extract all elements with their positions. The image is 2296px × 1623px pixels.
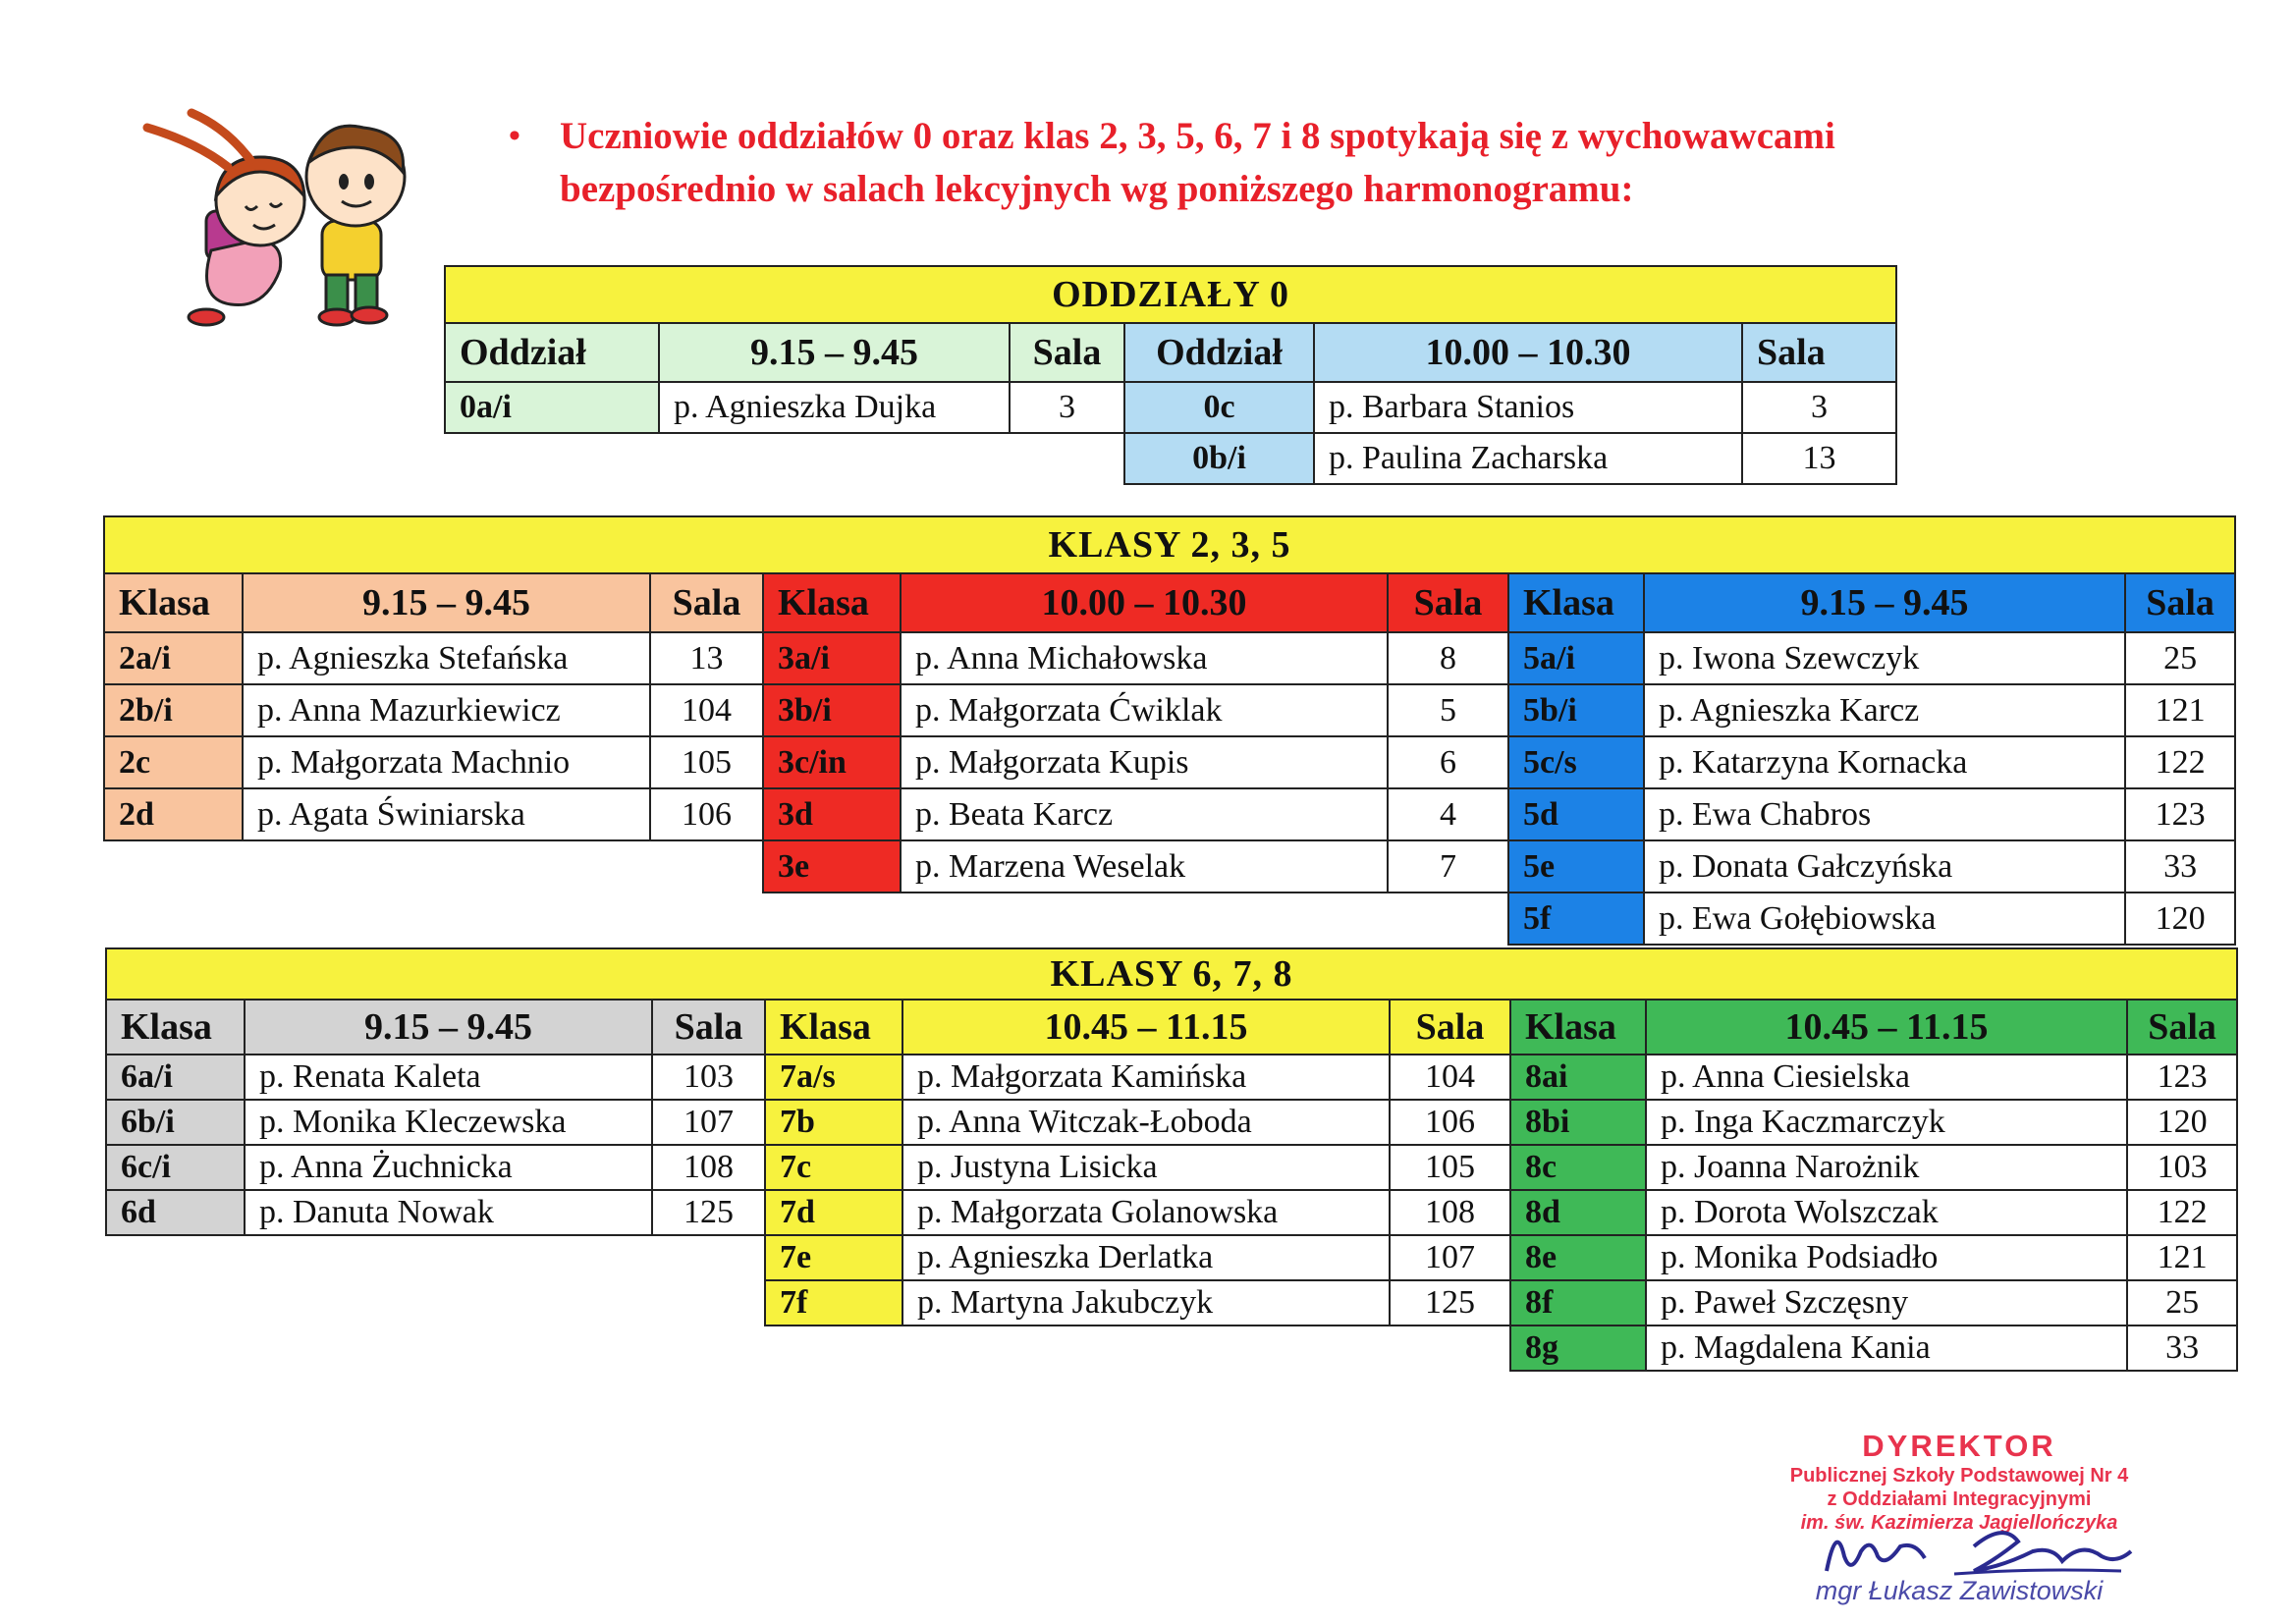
teacher-cell: p. Joanna Narożnik [1646,1145,2127,1190]
room-cell: 5 [1388,684,1508,736]
teacher-cell: p. Marzena Weselak [901,840,1388,893]
room-cell: 7 [1388,840,1508,893]
class-cell: 5e [1508,840,1644,893]
table-row [104,736,2235,788]
header-cell: Klasa [1510,1000,1646,1055]
table-row [104,632,2235,684]
room-cell: 106 [1390,1100,1510,1145]
header-cell: 10.45 – 11.15 [1646,1000,2127,1055]
teacher-cell: p. Małgorzata Kamińska [902,1055,1390,1100]
room-cell: 25 [2127,1280,2237,1325]
class-cell: 7d [765,1190,902,1235]
room-cell: 104 [1390,1055,1510,1100]
teacher-cell: p. Inga Kaczmarczyk [1646,1100,2127,1145]
room-cell: 105 [1390,1145,1510,1190]
table-row [104,840,2235,893]
header-cell: Klasa [765,1000,902,1055]
stamp-line: z Oddziałami Integracyjnymi [1827,1488,2092,1510]
empty-cell [106,1325,1510,1371]
empty-cell [445,433,1124,484]
room-cell: 3 [1010,382,1124,433]
teacher-cell: p. Magdalena Kania [1646,1325,2127,1371]
header-cell: 9.15 – 9.45 [1644,573,2125,632]
room-cell: 105 [650,736,763,788]
room-cell: 33 [2125,840,2235,893]
room-cell: 33 [2127,1325,2237,1371]
class-cell: 2d [104,788,243,840]
children-clipart [137,103,442,334]
class-cell: 2a/i [104,632,243,684]
header-cell: Klasa [1508,573,1644,632]
header-cell: Sala [650,573,763,632]
teacher-cell: p. Beata Karcz [901,788,1388,840]
class-cell: 7e [765,1235,902,1280]
stamp-title: DYREKTOR [1862,1429,2056,1463]
class-cell: 3a/i [763,632,901,684]
header-cell: Klasa [104,573,243,632]
teacher-cell: p. Barbara Stanios [1314,382,1742,433]
empty-cell [106,1235,765,1280]
teacher-cell: p. Agnieszka Dujka [659,382,1010,433]
teacher-cell: p. Katarzyna Kornacka [1644,736,2125,788]
room-cell: 13 [1742,433,1896,484]
class-cell: 3e [763,840,901,893]
header-cell: Sala [2127,1000,2237,1055]
teacher-cell: p. Anna Żuchnicka [245,1145,652,1190]
room-cell: 120 [2125,893,2235,945]
room-cell: 3 [1742,382,1896,433]
class-cell: 3b/i [763,684,901,736]
header-cell: Oddział [445,323,659,382]
header-cell: Sala [2125,573,2235,632]
room-cell: 104 [650,684,763,736]
klasy-678-title: KLASY 6, 7, 8 [106,948,2237,1000]
room-cell: 123 [2127,1055,2237,1100]
teacher-cell: p. Paweł Szczęsny [1646,1280,2127,1325]
class-cell: 8g [1510,1325,1646,1371]
header-cell: Klasa [106,1000,245,1055]
teacher-cell: p. Ewa Chabros [1644,788,2125,840]
teacher-cell: p. Anna Ciesielska [1646,1055,2127,1100]
room-cell: 107 [1390,1235,1510,1280]
table-row [106,1145,2237,1190]
header-cell: 10.45 – 11.15 [902,1000,1390,1055]
intro-line-2: bezpośrednio w salach lekcyjnych wg poniższego harmonogramu: [560,168,1634,210]
header-cell: Klasa [763,573,901,632]
table-row [106,1055,2237,1100]
stamp-line: im. św. Kazimierza Jagiellończyka [1800,1512,2118,1534]
room-cell: 25 [2125,632,2235,684]
class-cell: 0c [1124,382,1314,433]
teacher-cell: p. Agnieszka Karcz [1644,684,2125,736]
table-row [104,684,2235,736]
teacher-cell: p. Iwona Szewczyk [1644,632,2125,684]
class-cell: 7f [765,1280,902,1325]
room-cell: 4 [1388,788,1508,840]
header-cell: 9.15 – 9.45 [245,1000,652,1055]
boy-figure [306,126,405,325]
oddzialy-title: ODDZIAŁY 0 [445,266,1896,323]
room-cell: 121 [2127,1235,2237,1280]
class-cell: 8ai [1510,1055,1646,1100]
room-cell: 8 [1388,632,1508,684]
teacher-cell: p. Małgorzata Ćwiklak [901,684,1388,736]
teacher-cell: p. Monika Kleczewska [245,1100,652,1145]
room-cell: 125 [1390,1280,1510,1325]
intro-line-1: Uczniowie oddziałów 0 oraz klas 2, 3, 5, 6, 7 i 8 spotykają się z wychowawcami [560,115,1835,157]
klasy-678-table [105,947,2238,1372]
room-cell: 108 [1390,1190,1510,1235]
teacher-cell: p. Paulina Zacharska [1314,433,1742,484]
class-cell: 3c/in [763,736,901,788]
class-cell: 0a/i [445,382,659,433]
class-cell: 7b [765,1100,902,1145]
class-cell: 5d [1508,788,1644,840]
class-cell: 7a/s [765,1055,902,1100]
table-row [104,788,2235,840]
room-cell: 13 [650,632,763,684]
girl-figure [147,113,304,325]
table-row [104,893,2235,945]
class-cell: 5b/i [1508,684,1644,736]
class-cell: 8bi [1510,1100,1646,1145]
teacher-cell: p. Agata Świniarska [243,788,650,840]
header-cell: Sala [1010,323,1124,382]
class-cell: 5a/i [1508,632,1644,684]
teacher-cell: p. Dorota Wolszczak [1646,1190,2127,1235]
teacher-cell: p. Donata Gałczyńska [1644,840,2125,893]
header-cell: 10.00 – 10.30 [901,573,1388,632]
intro-paragraph [491,110,2141,216]
table-row [445,382,1896,433]
class-cell: 8e [1510,1235,1646,1280]
class-cell: 6a/i [106,1055,245,1100]
header-cell: Sala [1390,1000,1510,1055]
header-cell: Sala [1388,573,1508,632]
teacher-cell: p. Agnieszka Derlatka [902,1235,1390,1280]
handwritten-signature [1807,1517,2141,1586]
table-row [106,1190,2237,1235]
teacher-cell: p. Monika Podsiadło [1646,1235,2127,1280]
class-cell: 7c [765,1145,902,1190]
teacher-cell: p. Anna Witczak-Łoboda [902,1100,1390,1145]
empty-cell [106,1280,765,1325]
class-cell: 8d [1510,1190,1646,1235]
class-cell: 2c [104,736,243,788]
teacher-cell: p. Małgorzata Golanowska [902,1190,1390,1235]
class-cell: 0b/i [1124,433,1314,484]
header-cell: 10.00 – 10.30 [1314,323,1742,382]
class-cell: 5c/s [1508,736,1644,788]
room-cell: 125 [652,1190,765,1235]
class-cell: 6d [106,1190,245,1235]
room-cell: 107 [652,1100,765,1145]
teacher-cell: p. Martyna Jakubczyk [902,1280,1390,1325]
class-cell: 8c [1510,1145,1646,1190]
stamp-line: Publicznej Szkoły Podstawowej Nr 4 [1789,1465,2129,1487]
class-cell: 6b/i [106,1100,245,1145]
table-row [106,1235,2237,1280]
room-cell: 120 [2127,1100,2237,1145]
room-cell: 122 [2127,1190,2237,1235]
room-cell: 106 [650,788,763,840]
empty-cell [104,840,763,893]
header-cell: Oddział [1124,323,1314,382]
room-cell: 121 [2125,684,2235,736]
class-cell: 5f [1508,893,1644,945]
header-cell: 9.15 – 9.45 [659,323,1010,382]
teacher-cell: p. Agnieszka Stefańska [243,632,650,684]
teacher-cell: p. Anna Michałowska [901,632,1388,684]
teacher-cell: p. Anna Mazurkiewicz [243,684,650,736]
room-cell: 103 [652,1055,765,1100]
class-cell: 6c/i [106,1145,245,1190]
oddzialy-table [444,265,1897,485]
teacher-cell: p. Danuta Nowak [245,1190,652,1235]
class-cell: 2b/i [104,684,243,736]
bullet-icon: • [509,118,520,154]
klasy-235-title: KLASY 2, 3, 5 [104,516,2235,573]
room-cell: 103 [2127,1145,2237,1190]
klasy-235-table [103,515,2236,946]
empty-cell [104,893,1508,945]
table-row [106,1280,2237,1325]
class-cell: 3d [763,788,901,840]
header-cell: Sala [652,1000,765,1055]
stamp-name: mgr Łukasz Zawistowski [1815,1576,2104,1605]
header-cell: 9.15 – 9.45 [243,573,650,632]
teacher-cell: p. Małgorzata Machnio [243,736,650,788]
table-row [106,1100,2237,1145]
teacher-cell: p. Justyna Lisicka [902,1145,1390,1190]
table-row [445,433,1896,484]
intro-text [560,110,2141,216]
teacher-cell: p. Małgorzata Kupis [901,736,1388,788]
room-cell: 123 [2125,788,2235,840]
room-cell: 108 [652,1145,765,1190]
table-row [106,1325,2237,1371]
room-cell: 6 [1388,736,1508,788]
teacher-cell: p. Ewa Gołębiowska [1644,893,2125,945]
room-cell: 122 [2125,736,2235,788]
teacher-cell: p. Renata Kaleta [245,1055,652,1100]
header-cell: Sala [1742,323,1896,382]
class-cell: 8f [1510,1280,1646,1325]
